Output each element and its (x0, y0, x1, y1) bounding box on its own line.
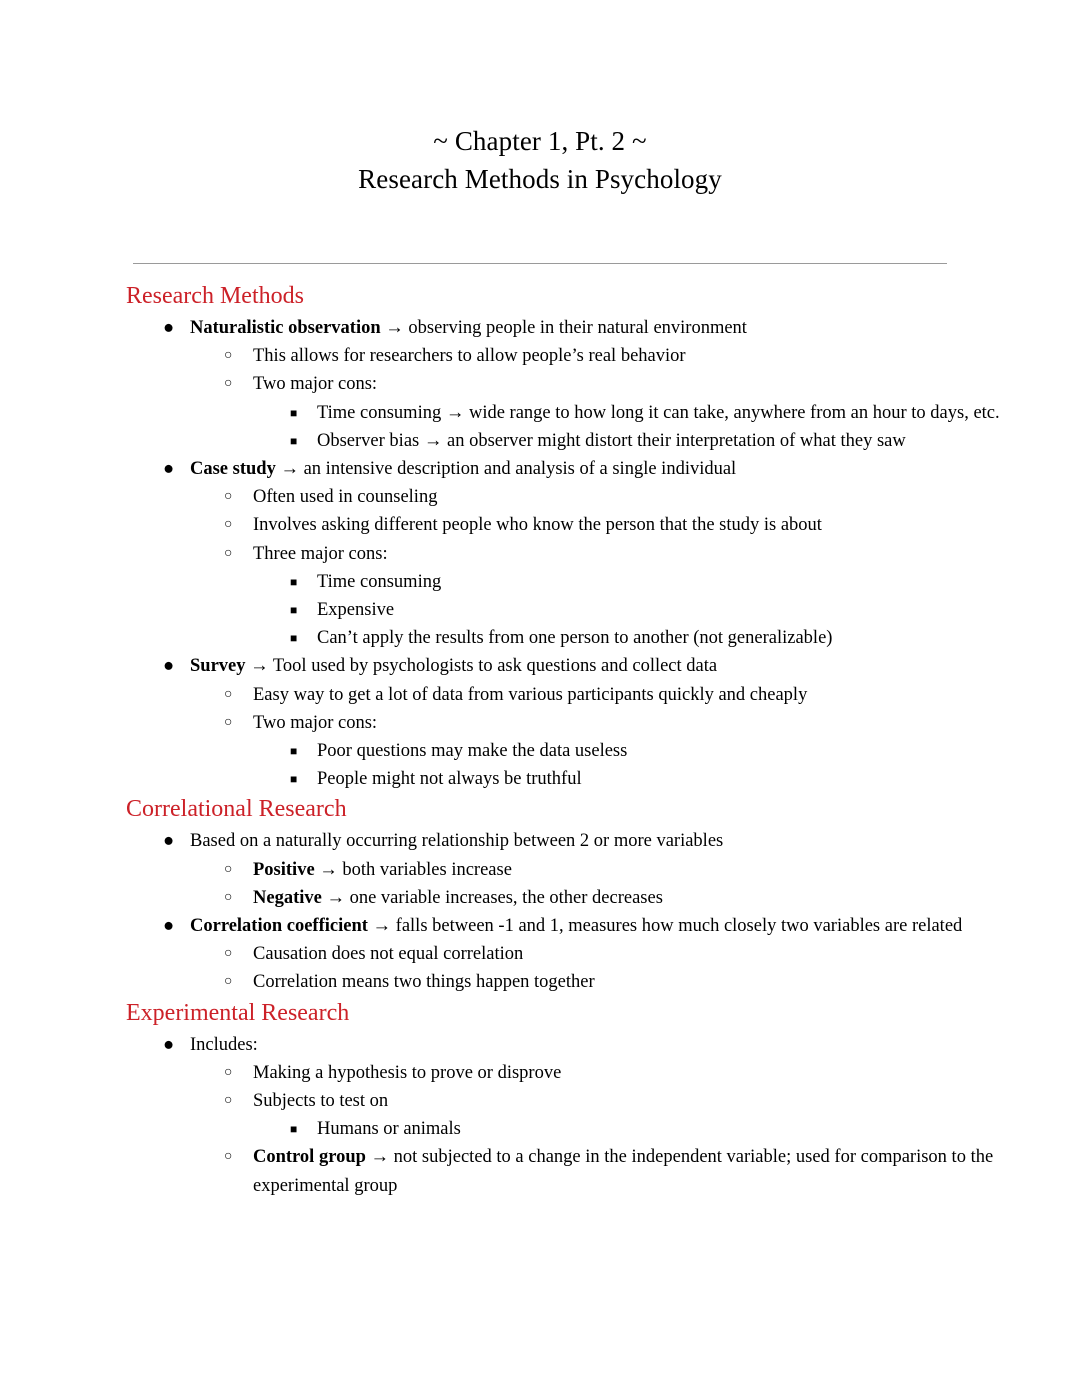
list-item-text (190, 912, 1020, 940)
list-item-body: → one variable increases, the other decreases (321, 887, 663, 908)
list-item-text (253, 709, 1020, 737)
list-item-text (253, 1059, 1020, 1087)
list-item-text (317, 765, 1020, 793)
bullet-level-3-icon: ■ (290, 603, 298, 618)
page-title-line-2: Research Methods in Psychology (358, 164, 722, 194)
list-item-text (317, 399, 1020, 427)
list-item-text (190, 827, 1020, 855)
bullet-level-2-icon: ○ (224, 489, 233, 505)
list-item-text (253, 968, 1020, 996)
bullet-level-2-icon: ○ (224, 714, 233, 730)
list-item-body: → observing people in their natural environment (380, 318, 747, 338)
list-item (126, 314, 1020, 455)
bullet-level-2-icon: ○ (224, 348, 233, 364)
list-item-body: People might not always be truthful (317, 769, 582, 790)
list-item (126, 827, 1020, 912)
key-term: Correlation coefficient (190, 916, 368, 937)
key-term: Negative (253, 887, 322, 908)
bullet-level-1-icon: ● (163, 459, 175, 480)
bullet-level-1-icon: ● (163, 318, 175, 338)
list-item-body: Poor questions may make the data useless (317, 741, 628, 762)
list-item-text (253, 681, 1020, 709)
list-item-body: Time consuming (317, 571, 442, 592)
bullet-level-2-icon: ○ (224, 376, 233, 392)
bullet-level-2-icon: ○ (224, 974, 233, 990)
sublist-level-2 (190, 342, 1020, 455)
list-item-text (190, 314, 1020, 342)
list-item-body: Two major cons: (253, 374, 378, 395)
list-item-text (190, 1031, 1020, 1059)
bullet-level-3-icon: ■ (290, 405, 298, 420)
bullet-level-2-icon: ○ (224, 686, 233, 702)
list-item-text (190, 652, 1020, 680)
sublist-level-2 (190, 483, 1020, 652)
list-item-body: → Tool used by psychologists to ask questions and collect data (245, 656, 718, 677)
bullet-level-2-icon: ○ (224, 946, 233, 962)
bullet-level-2-icon: ○ (224, 889, 233, 905)
list-item-text (253, 483, 1020, 511)
list-item-body: → an intensive description and analysis of a single individual (275, 459, 737, 480)
list-item (253, 624, 1020, 652)
document-title-block (0, 0, 1080, 198)
bullet-level-3-icon: ■ (290, 574, 298, 589)
section-heading: Research Methods (126, 283, 304, 309)
section-list (126, 827, 1020, 996)
list-item-text (253, 1143, 1020, 1199)
sublist-level-2 (190, 856, 1020, 912)
key-term: Case study (190, 459, 276, 480)
list-item-text (317, 427, 1020, 455)
section-heading: Correlational Research (126, 796, 347, 823)
bullet-level-2-icon: ○ (224, 1064, 233, 1080)
list-item (190, 1059, 1020, 1087)
list-item-text (253, 856, 1020, 884)
list-item (190, 511, 1020, 539)
list-item-text (253, 370, 1020, 398)
list-item-text (317, 737, 1020, 765)
key-term: Survey (190, 656, 246, 677)
sublist-level-3 (253, 1115, 1020, 1143)
list-item-text (253, 884, 1020, 912)
bullet-level-3-icon: ■ (290, 772, 298, 787)
key-term: Control group (253, 1147, 366, 1168)
list-item-body: Two major cons: (253, 712, 378, 733)
list-item (253, 765, 1020, 793)
list-item-body: Humans or animals (317, 1119, 461, 1140)
key-term: Naturalistic observation (190, 318, 381, 338)
list-item-body: This allows for researchers to allow people’s real behavior (253, 346, 686, 367)
list-item (190, 370, 1020, 455)
list-item-body: Often used in counseling (253, 487, 438, 508)
list-item (190, 342, 1020, 370)
list-item-text (253, 1087, 1020, 1115)
list-item (253, 737, 1020, 765)
bullet-level-1-icon: ● (163, 1034, 175, 1055)
list-item-body: Making a hypothesis to prove or disprove (253, 1062, 562, 1083)
list-item (253, 399, 1020, 427)
bullet-level-2-icon: ○ (224, 517, 233, 533)
page-title-line-1: ~ Chapter 1, Pt. 2 ~ (433, 126, 647, 156)
list-item (190, 856, 1020, 884)
list-item-text (253, 342, 1020, 370)
section-list (126, 1031, 1020, 1200)
bullet-level-2-icon: ○ (224, 545, 233, 561)
list-item (253, 427, 1020, 455)
list-item-text (317, 568, 1020, 596)
list-item (190, 968, 1020, 996)
list-item (190, 940, 1020, 968)
bullet-level-3-icon: ■ (290, 744, 298, 759)
list-item (253, 568, 1020, 596)
list-item-body: Subjects to test on (253, 1091, 389, 1112)
list-item-text (317, 1115, 1020, 1143)
list-item (126, 912, 1020, 997)
list-item (190, 1143, 1020, 1199)
list-item-body: Based on a naturally occurring relationship between 2 or more variables (190, 831, 724, 852)
list-item-text (317, 624, 1020, 652)
list-item-body: Correlation means two things happen together (253, 972, 595, 993)
list-item-body: Three major cons: (253, 543, 388, 564)
bullet-level-3-icon: ■ (290, 631, 298, 646)
sublist-level-3 (253, 737, 1020, 793)
list-item-text (253, 511, 1020, 539)
key-term: Positive (253, 859, 315, 880)
section-list (126, 314, 1020, 793)
list-item (190, 709, 1020, 794)
list-item-text (253, 940, 1020, 968)
list-item-body: → not subjected to a change in the independent variable; used for comparison to the experimental group (253, 1147, 994, 1196)
list-item-body: Easy way to get a lot of data from various participants quickly and cheaply (253, 684, 808, 705)
bullet-level-1-icon: ● (163, 916, 175, 937)
list-item (126, 455, 1020, 652)
list-item-body: Observer bias → an observer might distort their interpretation of what they saw (317, 430, 906, 451)
list-item-body: → both variables increase (314, 859, 512, 880)
sublist-level-3 (253, 399, 1020, 455)
bullet-level-1-icon: ● (163, 656, 175, 677)
list-item-text (317, 596, 1020, 624)
list-item-text (253, 540, 1020, 568)
list-item (253, 1115, 1020, 1143)
list-item-body: Expensive (317, 600, 395, 621)
bullet-level-1-icon: ● (163, 831, 175, 852)
sublist-level-2 (190, 940, 1020, 996)
list-item (190, 483, 1020, 511)
list-item-body: Causation does not equal correlation (253, 944, 524, 965)
bullet-level-3-icon: ■ (290, 433, 298, 448)
list-item-body: Can’t apply the results from one person to another (not generalizable) (317, 628, 833, 649)
list-item-text (190, 455, 1020, 483)
list-item (190, 681, 1020, 709)
sublist-level-2 (190, 681, 1020, 794)
bullet-level-2-icon: ○ (224, 1149, 233, 1165)
sublist-level-2 (190, 1059, 1020, 1200)
section-heading: Experimental Research (126, 999, 350, 1026)
list-item (126, 652, 1020, 793)
list-item (190, 1087, 1020, 1143)
list-item-body: Includes: (190, 1034, 258, 1055)
bullet-level-2-icon: ○ (224, 1093, 233, 1109)
sublist-level-3 (253, 568, 1020, 653)
list-item-body: Involves asking different people who know the person that the study is about (253, 515, 822, 536)
bullet-level-2-icon: ○ (224, 861, 233, 877)
list-item (190, 540, 1020, 653)
list-item (253, 596, 1020, 624)
list-item (126, 1031, 1020, 1200)
list-item (190, 884, 1020, 912)
bullet-level-3-icon: ■ (290, 1122, 298, 1137)
document-body (0, 264, 1080, 1200)
list-item-body: → falls between -1 and 1, measures how much closely two variables are related (367, 916, 963, 937)
list-item-body: Time consuming → wide range to how long it can take, anywhere from an hour to days, etc. (317, 402, 1000, 423)
